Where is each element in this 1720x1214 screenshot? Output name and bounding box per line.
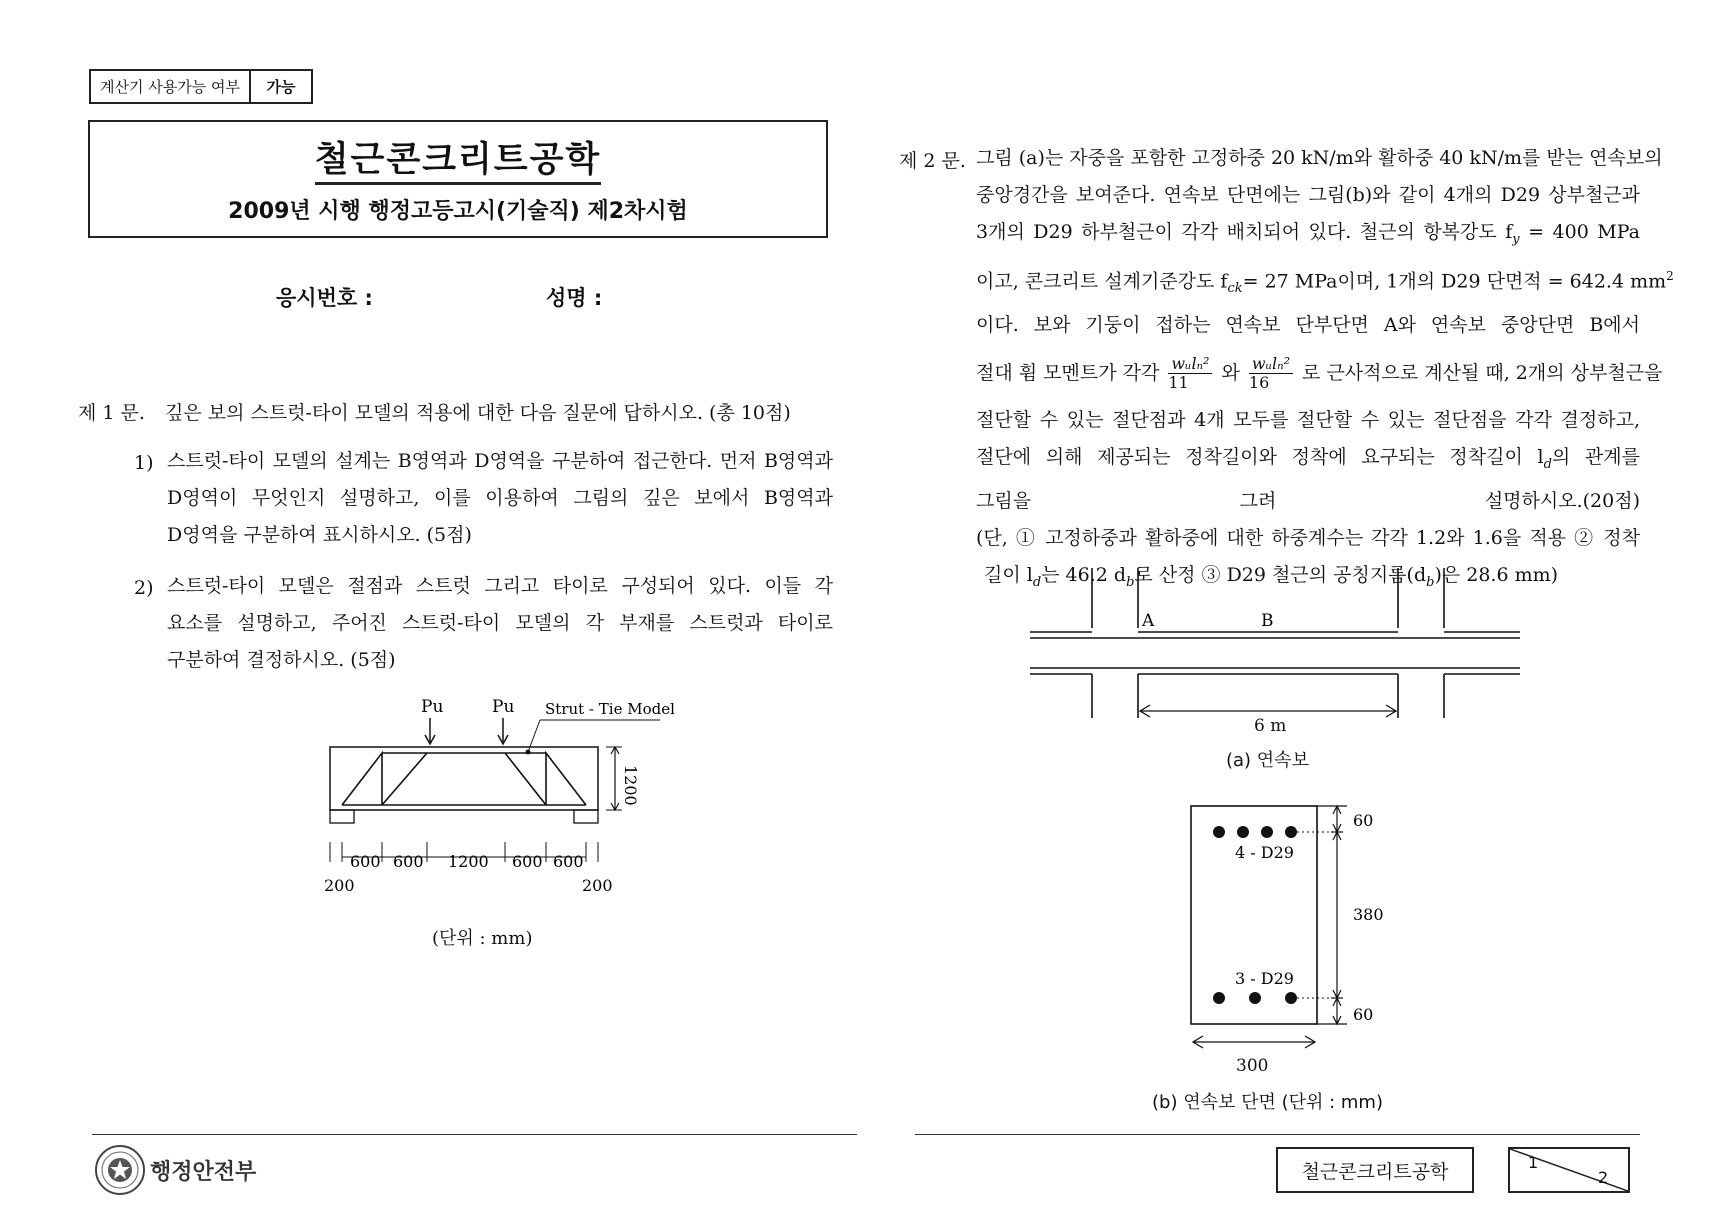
q2-line: 그림 (a)는 자중을 포함한 고정하중 20 kN/m와 활하중 40 kN/m를 받는 연속보의 <box>976 147 1663 169</box>
deep-beam-figure <box>300 690 700 910</box>
q2-text <box>976 140 1674 601</box>
moment-fraction-1: $\frac{\text{wᵤlₙ²}}{11}$ <box>1168 355 1212 392</box>
section-a-label: A <box>1142 611 1155 631</box>
page-number-box <box>1508 1147 1630 1193</box>
q1-sub2-line: 구분하여 결정하시오. (5점) <box>167 649 396 671</box>
q2-line: 절단할 수 있는 절단점과 4개 모두를 절단할 수 있는 절단점을 각각 결정하고, <box>976 408 1640 431</box>
q2-line: 중앙경간을 보여준다. 연속보 단면에는 그림(b)와 같이 4개의 D29 상부철근과 <box>976 184 1640 206</box>
q1-sub1-text <box>167 443 833 554</box>
q2-label: 제 2 문. <box>899 150 966 172</box>
top-rebar <box>1285 826 1297 838</box>
q2-points: (20점) <box>1582 489 1640 512</box>
end-dimension-right: 200 <box>582 876 613 895</box>
section-width-dimension: 300 <box>1236 1056 1269 1076</box>
q1-stem: 깊은 보의 스트럿-타이 모델의 적용에 대한 다음 질문에 답하시오. (총 10점) <box>165 402 791 424</box>
q2-line: (단, ① 고정하중과 활하중에 대한 하중계수는 각각 1.2와 1.6을 적용 ② 정착 <box>976 526 1640 549</box>
q1-sub2-text <box>167 568 833 679</box>
q1-sub2-number: 2) <box>134 577 154 599</box>
page-total: 2 <box>1598 1168 1609 1187</box>
moment-fraction-2: $\frac{\text{wᵤlₙ²}}{16}$ <box>1249 355 1293 392</box>
q2-line-moments: 절대 휨 모멘트가 각각 $\frac{\text{wᵤlₙ²}}{11}$ 와 $\frac{\text{wᵤlₙ²}}{16}$ 로 근사적으로 계산될 때, 2개의 상부철근을 <box>976 354 1663 393</box>
subject-box: 철근콘크리트공학 <box>1276 1147 1474 1193</box>
footer-divider-left <box>92 1134 857 1135</box>
ministry-seal-icon <box>94 1144 146 1196</box>
top-rebar <box>1261 826 1273 838</box>
dimension-label: 600 <box>350 852 381 871</box>
strut-tie-model-label: Strut - Tie Model <box>545 700 675 718</box>
section-b-label: B <box>1261 611 1274 631</box>
ministry-name: 행정안전부 <box>150 1160 257 1185</box>
strut-tie-model <box>342 753 586 805</box>
q1-sub1-line: 스트럿-타이 모델의 설계는 B영역과 D영역을 구분하여 접근한다. 먼저 B영역과 <box>167 450 833 472</box>
q2-line: 이고, 콘크리트 설계기준강도 $f_{ck}= 27$ MPa이며, 1개의 D29 단면적 = 642.4 $mm^2$ <box>976 268 1674 296</box>
q1-sub2-line: 스트럿-타이 모델은 절점과 스트럿 그리고 타이로 구성되어 있다. 이들 각 <box>167 575 833 597</box>
load-label: Pu <box>492 697 515 717</box>
beam-height-dimension: 1200 <box>621 765 640 806</box>
q2-line: 길이 $l_d$는 46.2 $d_b$로 산정 ③ D29 철근의 공칭지름$(d_b)$은 28.6 mm) <box>984 563 1559 590</box>
end-dimension-left: 200 <box>324 876 355 895</box>
continuous-beam-figure <box>1030 568 1520 718</box>
q1-sub1-line: D영역이 무엇인지 설명하고, 이를 이용하여 그림의 깊은 보에서 B영역과 <box>167 487 833 509</box>
calculator-usage-box <box>89 69 313 104</box>
calculator-usage-value: 가능 <box>266 78 296 96</box>
bottom-rebar <box>1213 992 1225 1004</box>
title-box <box>88 120 828 238</box>
calculator-usage-label: 계산기 사용가능 여부 <box>91 71 251 102</box>
dimension-label: 600 <box>393 852 424 871</box>
load-label: Pu <box>421 697 444 717</box>
q1-heading <box>78 398 791 425</box>
bar-spacing-dimension: 380 <box>1353 905 1384 924</box>
cover-top-dimension: 60 <box>1353 811 1374 830</box>
bottom-rebar <box>1249 992 1261 1004</box>
exam-title: 철근콘크리트공학 <box>315 140 601 185</box>
fig-a-caption: (a) 연속보 <box>1226 750 1309 771</box>
q2-line: 이다. 보와 기둥이 접하는 연속보 단부단면 A와 연속보 중앙단면 B에서 <box>976 313 1640 336</box>
q1-sub2-line: 요소를 설명하고, 주어진 스트럿-타이 모델의 각 부재를 스트럿과 타이로 <box>167 612 833 634</box>
dimension-label: 600 <box>553 852 584 871</box>
right-support <box>574 810 598 823</box>
q1-sub1-line: D영역을 구분하여 표시하시오. (5점) <box>167 524 472 546</box>
q2-line: 3개의 D29 하부철근이 각각 배치되어 있다. 철근의 항복강도 $f_y = 400$ MPa <box>976 221 1640 247</box>
section-outline <box>1191 806 1317 1024</box>
footer-divider-right <box>915 1134 1640 1135</box>
left-support <box>330 810 354 823</box>
cover-bottom-dimension: 60 <box>1353 1005 1374 1024</box>
exam-number-label: 응시번호 : <box>276 286 373 310</box>
top-rebar <box>1213 826 1225 838</box>
beam-outline <box>330 747 598 810</box>
dimension-label: 1200 <box>448 852 489 871</box>
q2-line: 절단에 의해 제공되는 정착길이와 정착에 요구되는 정착길이 $l_d$의 관계를 <box>976 445 1640 472</box>
q1-sub1-number: 1) <box>134 452 154 474</box>
exam-subtitle: 2009년 시행 행정고등고시(기술직) 제2차시험 <box>228 199 688 224</box>
bottom-bars-label: 3 - D29 <box>1235 969 1294 988</box>
dimension-label: 600 <box>512 852 543 871</box>
q1-unit-caption: (단위 : mm) <box>432 928 533 949</box>
q2-line: 그림을 그려 설명하시오.(20점) <box>976 489 1640 512</box>
top-bars-label: 4 - D29 <box>1235 843 1294 862</box>
page-current: 1 <box>1528 1153 1539 1172</box>
beam-section-figure <box>1185 800 1425 1050</box>
name-label: 성명 : <box>546 286 603 310</box>
bottom-rebar <box>1285 992 1297 1004</box>
fig-b-caption: (b) 연속보 단면 (단위 : mm) <box>1152 1092 1383 1113</box>
top-rebar <box>1237 826 1249 838</box>
q1-label: 제 1 문. <box>78 402 145 424</box>
span-dimension: 6 m <box>1254 716 1287 736</box>
